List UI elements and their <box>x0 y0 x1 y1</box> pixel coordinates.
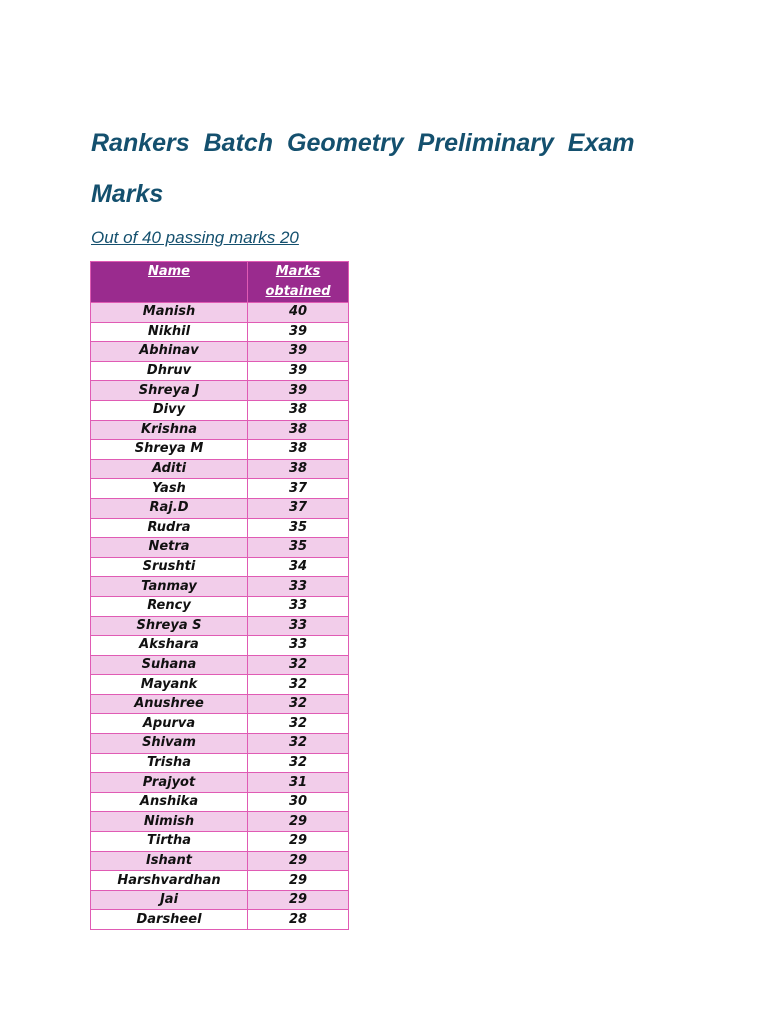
marks-cell: 33 <box>248 616 349 636</box>
marks-table-body <box>91 303 349 930</box>
student-name-cell: Divy <box>91 400 248 420</box>
marks-cell: 38 <box>248 420 349 440</box>
table-row <box>91 342 349 362</box>
marks-cell: 39 <box>248 342 349 362</box>
student-name-cell: Suhana <box>91 655 248 675</box>
marks-cell: 33 <box>248 596 349 616</box>
table-row <box>91 577 349 597</box>
student-name-cell: Anushree <box>91 694 248 714</box>
marks-cell: 28 <box>248 910 349 930</box>
marks-cell: 34 <box>248 557 349 577</box>
table-row <box>91 694 349 714</box>
student-name-cell: Tirtha <box>91 832 248 852</box>
student-name-cell: Rudra <box>91 518 248 538</box>
student-name-cell: Rency <box>91 596 248 616</box>
table-row <box>91 871 349 891</box>
header-marks-obtained: Marks obtained <box>248 262 349 303</box>
marks-cell: 29 <box>248 812 349 832</box>
marks-cell: 32 <box>248 694 349 714</box>
marks-cell: 39 <box>248 381 349 401</box>
table-row <box>91 734 349 754</box>
marks-cell: 38 <box>248 459 349 479</box>
student-name-cell: Trisha <box>91 753 248 773</box>
marks-cell: 33 <box>248 636 349 656</box>
marks-cell: 32 <box>248 753 349 773</box>
student-name-cell: Prajyot <box>91 773 248 793</box>
marks-cell: 40 <box>248 303 349 323</box>
student-name-cell: Harshvardhan <box>91 871 248 891</box>
student-name-cell: Dhruv <box>91 361 248 381</box>
table-row <box>91 832 349 852</box>
student-name-cell: Shivam <box>91 734 248 754</box>
marks-cell: 38 <box>248 440 349 460</box>
student-name-cell: Akshara <box>91 636 248 656</box>
marks-cell: 35 <box>248 538 349 558</box>
marks-cell: 39 <box>248 361 349 381</box>
marks-cell: 37 <box>248 498 349 518</box>
marks-cell: 32 <box>248 714 349 734</box>
table-row <box>91 440 349 460</box>
marks-cell: 32 <box>248 675 349 695</box>
marks-cell: 33 <box>248 577 349 597</box>
student-name-cell: Shreya J <box>91 381 248 401</box>
student-name-cell: Jai <box>91 890 248 910</box>
table-row <box>91 616 349 636</box>
table-row <box>91 303 349 323</box>
student-name-cell: Anshika <box>91 792 248 812</box>
marks-cell: 39 <box>248 322 349 342</box>
table-row <box>91 596 349 616</box>
table-row <box>91 400 349 420</box>
table-row <box>91 459 349 479</box>
marks-cell: 32 <box>248 655 349 675</box>
student-name-cell: Nikhil <box>91 322 248 342</box>
table-row <box>91 910 349 930</box>
student-name-cell: Raj.D <box>91 498 248 518</box>
student-name-cell: Shreya M <box>91 440 248 460</box>
marks-cell: 29 <box>248 890 349 910</box>
table-row <box>91 773 349 793</box>
table-row <box>91 851 349 871</box>
student-name-cell: Krishna <box>91 420 248 440</box>
student-name-cell: Abhinav <box>91 342 248 362</box>
table-row <box>91 538 349 558</box>
student-name-cell: Srushti <box>91 557 248 577</box>
student-name-cell: Aditi <box>91 459 248 479</box>
table-row <box>91 753 349 773</box>
table-row <box>91 361 349 381</box>
table-row <box>91 792 349 812</box>
marks-cell: 29 <box>248 851 349 871</box>
table-row <box>91 498 349 518</box>
marks-cell: 38 <box>248 400 349 420</box>
marks-table <box>90 261 349 930</box>
marks-info-subtitle: Out of 40 passing marks 20 <box>91 228 299 247</box>
table-row <box>91 518 349 538</box>
header-name: Name <box>91 262 248 303</box>
table-row <box>91 420 349 440</box>
student-name-cell: Netra <box>91 538 248 558</box>
student-name-cell: Manish <box>91 303 248 323</box>
student-name-cell: Mayank <box>91 675 248 695</box>
table-row <box>91 655 349 675</box>
student-name-cell: Yash <box>91 479 248 499</box>
table-row <box>91 675 349 695</box>
table-header-row <box>91 262 349 303</box>
marks-cell: 30 <box>248 792 349 812</box>
marks-cell: 29 <box>248 871 349 891</box>
table-row <box>91 890 349 910</box>
student-name-cell: Nimish <box>91 812 248 832</box>
marks-cell: 29 <box>248 832 349 852</box>
table-row <box>91 479 349 499</box>
marks-cell: 37 <box>248 479 349 499</box>
student-name-cell: Tanmay <box>91 577 248 597</box>
student-name-cell: Shreya S <box>91 616 248 636</box>
marks-cell: 31 <box>248 773 349 793</box>
table-row <box>91 636 349 656</box>
table-row <box>91 812 349 832</box>
student-name-cell: Darsheel <box>91 910 248 930</box>
student-name-cell: Ishant <box>91 851 248 871</box>
table-row <box>91 557 349 577</box>
student-name-cell: Apurva <box>91 714 248 734</box>
marks-cell: 32 <box>248 734 349 754</box>
table-row <box>91 714 349 734</box>
table-row <box>91 381 349 401</box>
table-row <box>91 322 349 342</box>
marks-cell: 35 <box>248 518 349 538</box>
page-title: Rankers Batch Geometry Preliminary Exam Marks <box>91 129 635 208</box>
